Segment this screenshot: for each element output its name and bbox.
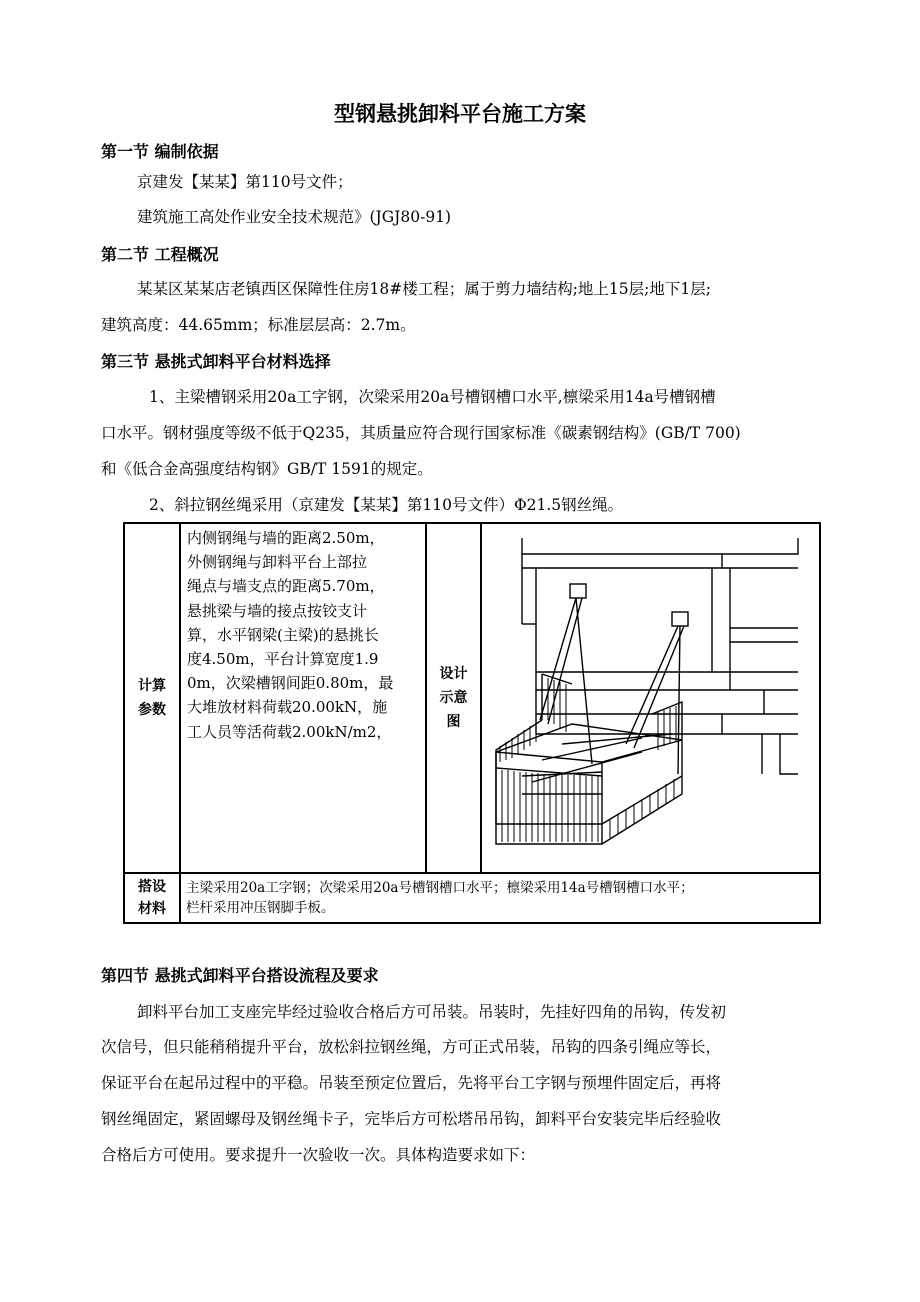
sec1-line-1: 京建发【某某】第110号文件； [137, 173, 353, 191]
sec4-line-3: 保证平台在起吊过程中的平稳。吊装至预定位置后，先将平台工字钢与预埋件固定后，再将 [101, 1074, 722, 1092]
sec3-item2: 2、斜拉钢丝绳采用（京建发【某某】第110号文件）Φ21.5钢丝绳。 [149, 496, 624, 514]
material-line-2: 栏杆采用冲压钢脚手板。 [186, 900, 335, 916]
sec4-line-2: 次信号，但只能稍稍提升平台，放松斜拉钢丝绳，方可正式吊装，吊钩的四条引绳应等长， [101, 1038, 722, 1056]
diagram-label-2: 示意 [439, 690, 468, 706]
material-label-2: 材料 [138, 901, 166, 917]
material-line-1: 主梁采用20a工字钢；次梁采用20a号槽钢槽口水平；檩梁采用14a号槽钢槽口水平； [186, 880, 694, 896]
sec1-line-2: 建筑施工高处作业安全技术规范》(JGJ80-91) [137, 208, 452, 226]
page-title: 型钢悬挑卸料平台施工方案 [334, 102, 586, 126]
sec3-item1-line-2: 口水平。钢材强度等级不低于Q235，其质量应符合现行国家标准《碳素钢结构》(GB/T 700) [101, 424, 741, 442]
section-3-heading: 第三节 悬挑式卸料平台材料选择 [101, 352, 331, 371]
param-line: 外侧钢绳与卸料平台上部拉 [187, 553, 368, 572]
param-line: 大堆放材料荷载20.00kN，施 [187, 698, 388, 717]
material-label-cell [124, 873, 180, 923]
calc-table [123, 522, 821, 924]
diagram-label-1: 设计 [439, 666, 468, 682]
calc-label-cell [124, 523, 180, 873]
param-line: 0m，次梁槽钢间距0.80m，最 [187, 674, 394, 693]
param-line: 内侧钢绳与墙的距离2.50m， [187, 529, 385, 547]
section-1-heading: 第一节 编制依据 [101, 142, 219, 161]
section-4-heading: 第四节 悬挑式卸料平台搭设流程及要求 [101, 966, 379, 985]
param-line: 绳点与墙支点的距离5.70m， [187, 577, 385, 596]
param-line: 度4.50m，平台计算宽度1.9 [187, 650, 379, 669]
calc-label-2: 参数 [138, 702, 166, 718]
sec2-line-1: 某某区某某店老镇西区保障性住房18#楼工程；属于剪力墙结构;地上15层;地下1层; [137, 280, 711, 298]
sec3-item1-line-3: 和《低合金高强度结构钢》GB/T 1591的规定。 [101, 460, 433, 478]
calc-label-1: 计算 [138, 678, 166, 694]
diagram-label-cell [426, 523, 481, 873]
material-label-1: 搭设 [138, 879, 166, 895]
sec2-line-2: 建筑高度：44.65mm；标准层层高：2.7m。 [101, 316, 416, 334]
material-cell [180, 873, 820, 923]
sec4-line-5: 合格后方可使用。要求提升一次验收一次。具体构造要求如下： [101, 1146, 536, 1164]
sec3-item1-line-1: 1、主梁槽钢采用20a工字钢，次梁采用20a号槽钢槽口水平,檩梁采用14a号槽钢槽 [149, 388, 716, 406]
diagram-cell [481, 523, 820, 873]
sec4-line-4: 钢丝绳固定，紧固螺母及钢丝绳卡子，完毕后方可松塔吊吊钩，卸料平台安装完毕后经验收 [101, 1110, 722, 1128]
param-line: 悬挑梁与墙的接点按铰支计 [187, 601, 368, 620]
diagram-label-3: 图 [446, 714, 461, 730]
param-line: 算，水平钢梁(主梁)的悬挑长 [187, 625, 379, 644]
params-cell [180, 523, 426, 873]
param-line: 工人员等活荷载2.00kN/m2， [187, 722, 392, 741]
section-2-heading: 第二节 工程概况 [101, 245, 219, 264]
platform-diagram [482, 524, 812, 868]
sec4-line-1: 卸料平台加工支座完毕经过验收合格后方可吊装。吊装时，先挂好四角的吊钩，传发初 [137, 1003, 727, 1021]
